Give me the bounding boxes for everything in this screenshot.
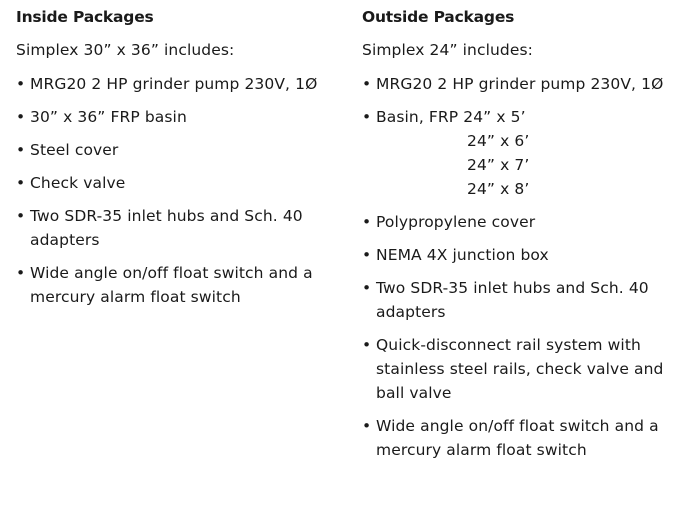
bullet-icon: • [362, 336, 372, 354]
list-item-text: Quick-disconnect rail system with stainless steel rails, check valve and ball valve [376, 336, 664, 402]
inside-packages-heading: Inside Packages [16, 8, 154, 26]
bullet-icon: • [362, 246, 372, 264]
bullet-icon: • [362, 417, 372, 435]
list-item-text: MRG20 2 HP grinder pump 230V, 1Ø [30, 75, 318, 93]
list-item [362, 72, 677, 96]
inside-packages-column [16, 7, 346, 318]
list-item-text: Two SDR-35 inlet hubs and Sch. 40 adapters [30, 207, 303, 249]
basin-size: 24” x 8’ [467, 180, 530, 198]
list-item [16, 138, 346, 162]
list-item-text: Basin, FRP 24” x 5’ [376, 108, 526, 126]
list-item [16, 72, 346, 96]
bullet-icon: • [362, 75, 372, 93]
basin-size: 24” x 6’ [467, 132, 530, 150]
list-item [362, 243, 677, 267]
list-item-text: NEMA 4X junction box [376, 246, 549, 264]
list-item [16, 204, 346, 252]
bullet-icon: • [362, 279, 372, 297]
list-item [16, 171, 346, 195]
bullet-icon: • [362, 108, 372, 126]
list-item [16, 261, 346, 309]
outside-packages-heading: Outside Packages [362, 8, 515, 26]
basin-size-options [376, 129, 677, 201]
list-item-text: Two SDR-35 inlet hubs and Sch. 40 adapters [376, 279, 649, 321]
outside-packages-list [362, 72, 677, 462]
list-item-text: Polypropylene cover [376, 213, 536, 231]
list-item [362, 210, 677, 234]
list-item-text: Wide angle on/off float switch and a mercury alarm float switch [30, 264, 313, 306]
list-item [362, 333, 677, 405]
bullet-icon: • [16, 174, 26, 192]
inside-packages-list [16, 72, 346, 309]
bullet-icon: • [16, 264, 26, 282]
list-item [362, 276, 677, 324]
inside-packages-intro: Simplex 30” x 36” includes: [16, 41, 235, 59]
list-item-text: Wide angle on/off float switch and a mercury alarm float switch [376, 417, 659, 459]
list-item [362, 105, 677, 201]
outside-packages-intro: Simplex 24” includes: [362, 41, 533, 59]
list-item-text: Check valve [30, 174, 126, 192]
outside-packages-column [362, 7, 677, 471]
bullet-icon: • [362, 213, 372, 231]
list-item-text: 30” x 36” FRP basin [30, 108, 187, 126]
bullet-icon: • [16, 75, 26, 93]
bullet-icon: • [16, 207, 26, 225]
list-item-text: Steel cover [30, 141, 119, 159]
bullet-icon: • [16, 108, 26, 126]
list-item-text: MRG20 2 HP grinder pump 230V, 1Ø [376, 75, 664, 93]
list-item [16, 105, 346, 129]
basin-size: 24” x 7’ [467, 156, 530, 174]
list-item [362, 414, 677, 462]
bullet-icon: • [16, 141, 26, 159]
